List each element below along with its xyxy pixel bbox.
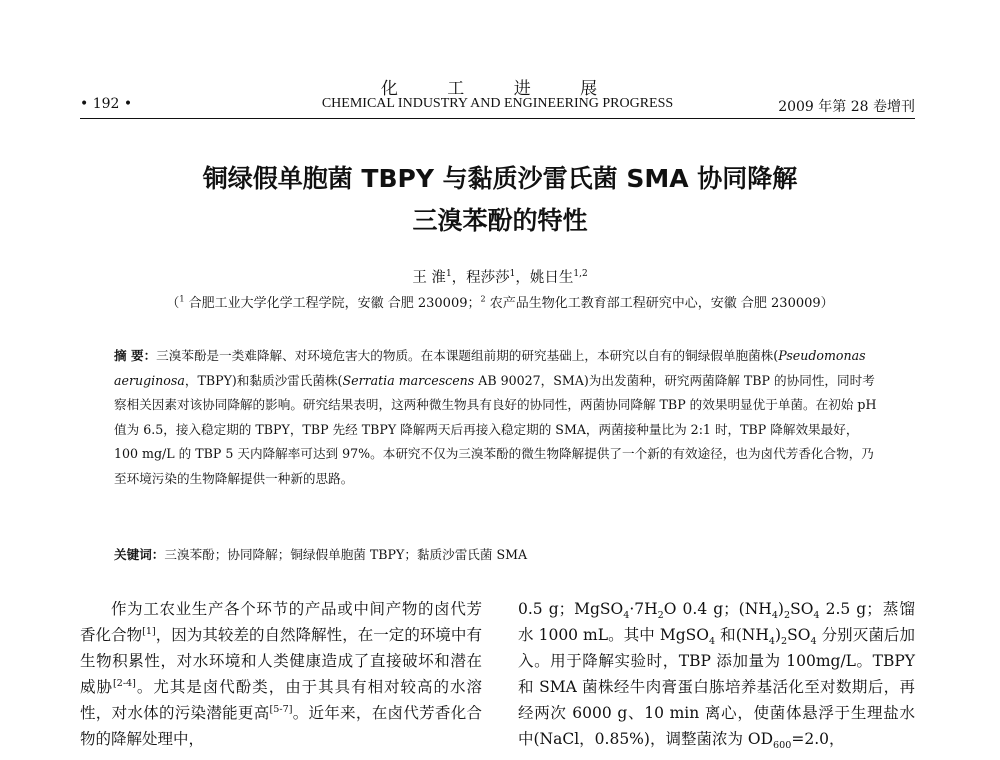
author-list — [0, 266, 1000, 287]
citation: [2-4] — [112, 677, 136, 689]
body-text: 0.5 g；MgSO — [518, 600, 624, 618]
body-text: 。尤其是卤代酚类，由于其具有相对较高的水溶性，对水体的污染潜能更高 — [80, 678, 482, 722]
citation: [5-7] — [269, 703, 293, 715]
issue-info: 2009 年第 28 卷增刊 — [778, 99, 915, 115]
affiliation-bracket: （ — [166, 296, 180, 311]
body-text: 和(NH — [715, 626, 769, 644]
subscript: 4 — [810, 636, 817, 648]
subscript: 4 — [813, 610, 820, 622]
abstract-text: AB 90027，SMA)为出发菌种，研究两菌降解 TBP 的协同性，同时考察相关因素对该协同降解的影响。研究结果表明，这两种微生物具有良好的协同性，两菌协同降解 TBP 的效果明显优于单菌。在初始 pH 值为 6.5，接入稳定期的 TBPY，TBP 先经 TBPY 降解两天后再接入稳定期的 SMA，两菌接种量比为 2:1 时，TBP 降解效果最好，100 mg/L 的 TBP 5 天内降解率可达到 97%。本研究不仅为三溴苯酚的微生物降解提供了一个新的有效途径，也为卤代芳香化合物，乃至环境污染的生物降解提供一种新的思路。 — [114, 372, 877, 486]
abstract-label: 摘 要： — [114, 348, 157, 363]
subscript: 600 — [773, 740, 792, 752]
subscript: 4 — [768, 636, 775, 648]
running-header — [80, 96, 915, 116]
author-name: 程莎莎 — [466, 270, 510, 286]
body-column-left — [80, 596, 482, 752]
subscript: 4 — [623, 610, 630, 622]
article-title-line-1: 铜绿假单胞菌 TBPY 与黏质沙雷氏菌 SMA 协同降解 — [202, 164, 798, 193]
body-text: ·7H — [629, 600, 658, 618]
body-text: 。近年来，在卤代芳香化合物的降解处理中， — [80, 704, 482, 748]
journal-title-english: CHEMICAL INDUSTRY AND ENGINEERING PROGRESS — [321, 96, 674, 111]
author-name: 姚日生 — [529, 270, 574, 286]
body-column-right — [518, 596, 915, 752]
author-affiliation-mark: 1 — [445, 269, 452, 280]
journal-title-chinese: 化 工 进 展 — [380, 79, 620, 99]
abstract-text: 三溴苯酚是一类难降解、对环境危害大的物质。在本课题组前期的研究基础上，本研究以自有的铜绿假单胞菌株( — [156, 348, 779, 363]
header-rule — [80, 118, 915, 119]
body-text: SO — [787, 626, 811, 644]
author-separator: ， — [451, 270, 467, 286]
abstract-text: ，TBPY)和黏质沙雷氏菌株( — [184, 372, 343, 388]
affiliation-1: 合肥工业大学化学工程学院，安徽 合肥 230009； — [184, 296, 481, 311]
body-text: SO — [790, 600, 814, 618]
affiliation-mark: 1 — [179, 294, 185, 304]
body-text: ，因为其较差的自然降解性，在一定的环境中有生物积累性，对水环境和人类健康造成了直接破坏和潜在威胁 — [80, 626, 482, 696]
citation: [1] — [142, 625, 156, 637]
keywords-text: 三溴苯酚；协同降解；铜绿假单胞菌 TBPY；黏质沙雷氏菌 SMA — [164, 547, 528, 562]
article-title — [0, 158, 1000, 242]
subscript: 2 — [781, 636, 788, 648]
subscript: 4 — [771, 610, 778, 622]
species-name: Serratia marcescens — [342, 372, 475, 388]
page-number: • 192 • — [80, 96, 133, 112]
author-separator: ， — [515, 270, 530, 286]
body-text: 2.5 g；蒸馏水 1000 mL。其中 MgSO — [518, 600, 915, 644]
species-name: Pseudomonas aeruginosa — [114, 348, 866, 388]
affiliation-2: 农产品生物化工教育部工程研究中心，安徽 合肥 230009） — [485, 296, 834, 311]
body-text: 分别灭菌后加入。用于降解实验时，TBP 添加量为 100mg/L。TBPY 和 SMA 菌株经牛肉膏蛋白胨培养基活化至对数期后，再经两次 6000 g、10 min 离心，使菌体悬浮于生理盐水中(NaCl，0.85%)，调整菌浓为 OD — [518, 626, 916, 748]
keywords-label: 关键词： — [114, 547, 165, 562]
body-text: O 0.4 g；(NH — [663, 600, 772, 618]
subscript: 4 — [709, 636, 716, 648]
body-text: =2.0， — [791, 730, 845, 748]
affiliation-mark: 2 — [480, 294, 486, 304]
subscript: 2 — [657, 610, 664, 622]
abstract — [114, 344, 878, 491]
affiliations — [0, 292, 1000, 311]
article-title-line-2: 三溴苯酚的特性 — [412, 206, 588, 235]
author-affiliation-mark: 1,2 — [573, 269, 588, 280]
author-affiliation-mark: 1 — [509, 269, 516, 280]
body-text: ) — [774, 626, 782, 644]
body-text: 作为工农业生产各个环节的产品或中间产物的卤代芳香化合物 — [80, 600, 482, 644]
keywords — [114, 544, 878, 563]
body-text: ) — [777, 600, 784, 618]
subscript: 2 — [783, 610, 791, 622]
author-name: 王 淮 — [412, 270, 446, 286]
